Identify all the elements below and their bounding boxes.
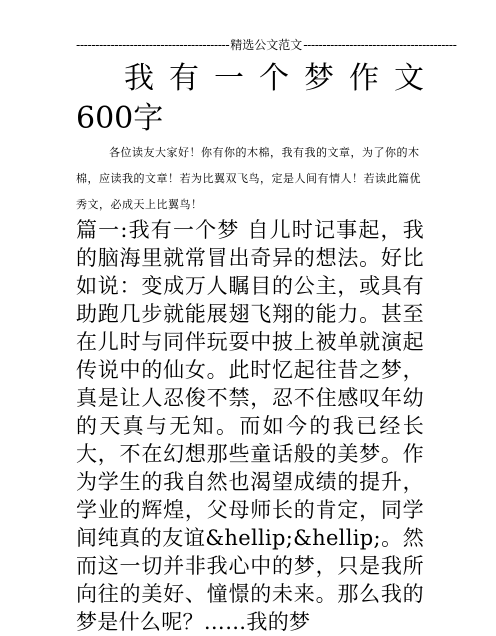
article-body: 篇一:我有一个梦 自儿时记事起，我的脑海里就常冒出奇异的想法。好比如说：变成万人瞩目的公主，或具有助跑几步就能展翅飞翔的能力。甚至在儿时与同伴玩耍中披上被单就演起传说中的仙女。此时忆起往昔之梦，真是让人忍俊不禁，忍不住感叹年幼的天真与无知。而如今的我已经长大，不在幻想那些童话般的美梦。作为学生的我自然也渴望成绩的提升，学业的辉煌，父母师长的肯定，同学间纯真的友谊&hellip;&hellip;。然而这一切并非我心中的梦，只是我所向往的美好、憧憬的未来。那么我的梦是什么呢？……我的梦 — [76, 218, 424, 634]
header-label: 精选公文范文 — [230, 38, 303, 52]
page-header — [76, 36, 457, 54]
header-right-rule: ---------------------------------------- — [303, 38, 457, 52]
header-left-rule: ---------------------------------------- — [76, 38, 230, 52]
document-title — [76, 58, 439, 140]
intro-paragraph: 各位读友大家好！你有你的木棉，我有我的文章，为了你的木棉，应读我的文章！若为比翼双飞鸟，定是人间有情人！若读此篇优秀文，必成天上比翼鸟！ — [76, 146, 421, 211]
title-line-1: 我有一个梦作文 — [124, 61, 439, 96]
title-line-2: 600字 — [76, 101, 164, 136]
